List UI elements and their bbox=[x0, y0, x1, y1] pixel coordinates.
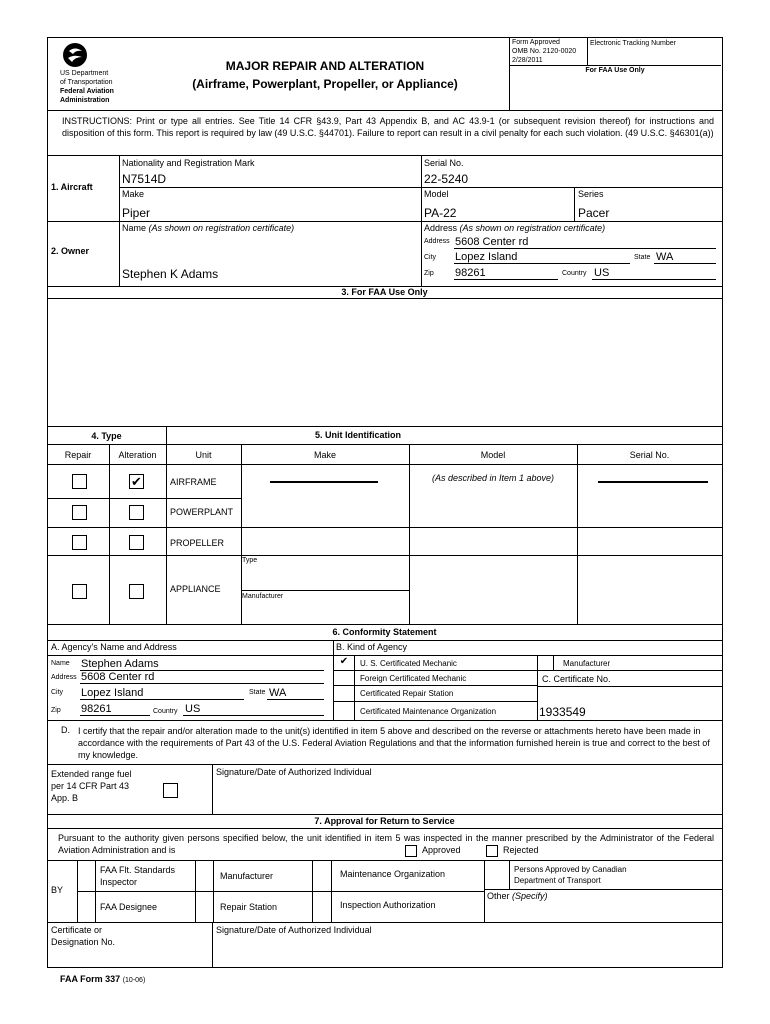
agency-zip-small: Zip bbox=[51, 707, 61, 714]
cert-no-label: C. Certificate No. bbox=[542, 674, 611, 684]
alteration-col: Alteration bbox=[118, 450, 157, 460]
cert-designation-line-1: Certificate or bbox=[51, 925, 103, 935]
agency-line-1: US Department bbox=[60, 70, 109, 77]
other-specify: Other (Specify) bbox=[487, 891, 548, 901]
by-label: BY bbox=[51, 885, 64, 895]
kind-foreign-mechanic: Foreign Certificated Mechanic bbox=[360, 674, 467, 683]
d-label: D. bbox=[61, 725, 70, 735]
owner-country-value[interactable]: US bbox=[594, 267, 610, 279]
appliance-alteration-checkbox[interactable] bbox=[129, 584, 144, 599]
agency-line-3: Federal Aviation bbox=[60, 88, 114, 95]
model-value[interactable]: PA-22 bbox=[424, 206, 457, 220]
cert-designation-line-2: Designation No. bbox=[51, 937, 116, 947]
faa-flt-line-1: FAA Flt. Standards bbox=[100, 865, 176, 875]
propeller-alteration-checkbox[interactable] bbox=[129, 535, 144, 550]
faa-use-label: 3. For FAA Use Only bbox=[341, 287, 428, 297]
kind-manufacturer: Manufacturer bbox=[563, 659, 611, 668]
owner-name-label: Name (As shown on registration certificate) bbox=[122, 223, 295, 233]
repair-col: Repair bbox=[64, 450, 92, 460]
airframe-alteration-checkbox[interactable]: ✔ bbox=[129, 474, 144, 489]
conformity-label: 6. Conformity Statement bbox=[332, 627, 437, 637]
appliance-row-label: APPLIANCE bbox=[170, 584, 221, 594]
kind-maint-org: Certificated Maintenance Organization bbox=[360, 707, 497, 716]
mechanic-checkbox[interactable]: ✔ bbox=[339, 656, 349, 667]
make-value[interactable]: Piper bbox=[122, 206, 151, 220]
airframe-repair-checkbox[interactable] bbox=[72, 474, 87, 489]
series-value[interactable]: Pacer bbox=[578, 206, 610, 220]
agency-address-value[interactable]: 5608 Center rd bbox=[81, 671, 155, 683]
approval-repair-station: Repair Station bbox=[220, 902, 278, 912]
serial-label: Serial No. bbox=[424, 158, 464, 168]
owner-zip-value[interactable]: 98261 bbox=[455, 267, 486, 279]
agency-city-value[interactable]: Lopez Island bbox=[81, 687, 144, 699]
powerplant-alteration-checkbox[interactable] bbox=[129, 505, 144, 520]
approval-label: 7. Approval for Return to Service bbox=[314, 816, 455, 826]
propeller-row-label: PROPELLER bbox=[170, 538, 225, 548]
canadian-line-2: Department of Transport bbox=[514, 876, 601, 885]
appliance-type-label: Type bbox=[242, 557, 258, 564]
owner-address-value[interactable]: 5608 Center rd bbox=[455, 236, 529, 248]
make-col: Make bbox=[313, 450, 336, 460]
extended-range-line-1: Extended range fuel bbox=[51, 769, 132, 779]
dot-logo bbox=[62, 42, 88, 68]
agency-state-small: State bbox=[249, 689, 266, 696]
extended-range-line-3: App. B bbox=[51, 793, 79, 803]
omb-number: OMB No. 2120-0020 bbox=[512, 48, 577, 55]
unit-col: Unit bbox=[195, 450, 212, 460]
nat-label: Nationality and Registration Mark bbox=[122, 158, 255, 168]
kind-agency-label: B. Kind of Agency bbox=[336, 642, 408, 652]
zip-small-label: Zip bbox=[424, 270, 434, 277]
agency-city-small: City bbox=[51, 689, 64, 696]
series-label: Series bbox=[578, 189, 604, 199]
model-col: Model bbox=[480, 450, 506, 460]
approval-text: Pursuant to the authority given persons specified below, the unit identified in item 5 was inspected in the manner prescribed by the Administrator of the Federal Aviation Administration and is bbox=[58, 833, 714, 855]
agency-zip-value[interactable]: 98261 bbox=[81, 703, 112, 715]
airframe-row-label: AIRFRAME bbox=[170, 477, 217, 487]
type-label: 4. Type bbox=[91, 431, 122, 441]
footer-form: FAA Form 337 (10-06) bbox=[60, 974, 146, 984]
serial-value[interactable]: 22-5240 bbox=[424, 172, 469, 186]
country-small-label: Country bbox=[562, 270, 587, 277]
owner-address-label: Address (As shown on registration certificate) bbox=[424, 223, 606, 233]
rejected-checkbox[interactable] bbox=[486, 845, 498, 857]
owner-state-value[interactable]: WA bbox=[656, 251, 674, 263]
certification-text: I certify that the repair and/or alteration made to the unit(s) identified in item 5 above and described on the reverse or attachments hereto have been made in accordance with the requirements of Part 43 of the U.S. Federal Aviation Regulations and that the information furnished herein is true and correct to the best of my knowledge. bbox=[78, 726, 710, 760]
propeller-repair-checkbox[interactable] bbox=[72, 535, 87, 550]
approval-signature-label: Signature/Date of Authorized Individual bbox=[216, 925, 372, 935]
form-approved: Form Approved bbox=[512, 39, 560, 46]
inspection-auth: Inspection Authorization bbox=[340, 900, 436, 910]
agency-line-4: Administration bbox=[60, 97, 110, 104]
cert-no-value[interactable]: 1933549 bbox=[539, 705, 586, 719]
aircraft-section-label: 1. Aircraft bbox=[51, 182, 93, 192]
owner-section-label: 2. Owner bbox=[51, 246, 90, 256]
owner-name-value[interactable]: Stephen K Adams bbox=[122, 267, 219, 281]
powerplant-repair-checkbox[interactable] bbox=[72, 505, 87, 520]
rejected-label: Rejected bbox=[503, 845, 539, 855]
instructions: INSTRUCTIONS: Print or type all entries. See Title 14 CFR §43.9, Part 43 Appendix B, and AC 43.9-1 (or subsequent revision thereof) for instructions and disposition of this form. This report is required by law (49 U.S.C. §44701). Failure to report can result in a civil penalty for each such violation. (49 U.S.C. §46301(a)) bbox=[62, 116, 714, 138]
make-label: Make bbox=[122, 189, 145, 199]
owner-city-value[interactable]: Lopez Island bbox=[455, 251, 518, 263]
agency-country-small: Country bbox=[153, 708, 178, 715]
appliance-repair-checkbox[interactable] bbox=[72, 584, 87, 599]
unit-id-label: 5. Unit Identification bbox=[314, 430, 401, 440]
city-small-label: City bbox=[424, 254, 437, 261]
agency-line-2: of Transportation bbox=[60, 79, 113, 86]
approved-checkbox[interactable] bbox=[405, 845, 417, 857]
agency-country-value[interactable]: US bbox=[185, 703, 201, 715]
faa-use-area[interactable] bbox=[48, 299, 721, 425]
state-small-label: State bbox=[634, 254, 651, 261]
faa-use-header: For FAA Use Only bbox=[585, 67, 645, 74]
powerplant-row-label: POWERPLANT bbox=[170, 507, 234, 517]
form-date: 2/28/2011 bbox=[512, 57, 543, 64]
agency-name-label: A. Agency's Name and Address bbox=[51, 642, 177, 652]
approval-maint-org: Maintenance Organization bbox=[340, 869, 446, 879]
kind-repair-station: Certificated Repair Station bbox=[360, 689, 454, 698]
agency-name-value[interactable]: Stephen Adams bbox=[81, 658, 159, 670]
agency-state-value[interactable]: WA bbox=[269, 687, 287, 699]
approved-label: Approved bbox=[422, 845, 461, 855]
appliance-manufacturer-label: Manufacturer bbox=[242, 593, 284, 600]
conformity-signature-label: Signature/Date of Authorized Individual bbox=[216, 767, 372, 777]
faa-flt-line-2: Inspector bbox=[100, 877, 138, 887]
page-title: MAJOR REPAIR AND ALTERATION bbox=[225, 59, 425, 73]
extended-range-line-2: per 14 CFR Part 43 bbox=[51, 781, 130, 791]
approval-manufacturer: Manufacturer bbox=[220, 871, 274, 881]
faa-designee: FAA Designee bbox=[100, 902, 158, 912]
model-label: Model bbox=[424, 189, 449, 199]
airframe-model-note: (As described in Item 1 above) bbox=[431, 473, 555, 483]
serial-col: Serial No. bbox=[629, 450, 670, 460]
tracking-label: Electronic Tracking Number bbox=[590, 40, 676, 47]
extended-range-checkbox[interactable] bbox=[163, 783, 178, 798]
registration-value[interactable]: N7514D bbox=[122, 172, 167, 186]
page-subtitle: (Airframe, Powerplant, Propeller, or Appliance) bbox=[192, 77, 458, 91]
kind-us-mechanic: U. S. Certificated Mechanic bbox=[360, 659, 457, 668]
canadian-line-1: Persons Approved by Canadian bbox=[514, 865, 627, 874]
agency-name-small: Name bbox=[51, 660, 70, 667]
agency-address-small: Address bbox=[51, 674, 77, 681]
addr-small-label: Address bbox=[424, 238, 450, 245]
